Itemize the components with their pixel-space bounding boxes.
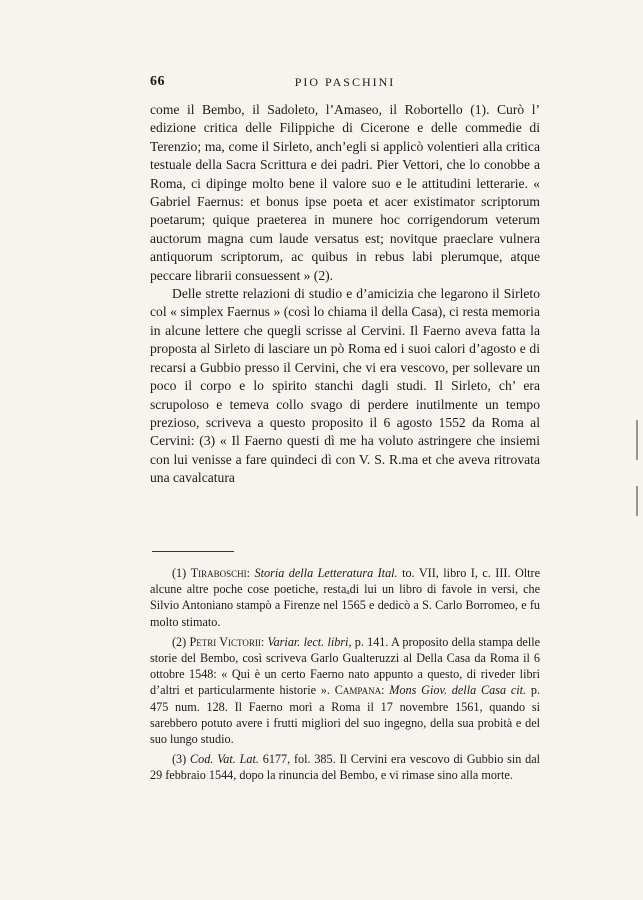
running-head: PIO PASCHINI [294,75,396,89]
footnote-3-marker: (3) [172,752,187,767]
margin-mark-upper [636,420,638,460]
footnote-2-text: , p. 141. A proposito della stampa delle storie del Bembo, così scriveva Garlo Gualteruzzi al Della Casa da Roma il 6 ottobre 1548: « Qui è un certo Faerno nato appunto a questo, di riveder libri d’altri et particularmente historie ». [150,634,540,698]
footnote-3 [150,751,540,783]
footnote-3-text: 6177, fol. 385. Il Cervini era vescovo di Gubbio sin dal 29 febbraio 1544, dopo la rinuncia del Bembo, e vi rimase sino alla morte. [150,752,541,783]
body-paragraph-1: come il Bembo, il Sadoleto, l’Amaseo, il Robortello (1). Curò l’ edizione critica delle Filippiche di Cicerone e delle commedie di Terenzio; ma, come il Sirleto, anch’egli si applicò volentieri alla critica testuale della Sacra Scrittura e dei padri. Pier Vettori, che lo conobbe a Roma, ci dipinge molto bene il valore suo e le attitudini letterarie. « Gabriel Faernus: et bonus ipse poeta et acer existimator scriptorum poetarum; quique praeterea in munere hoc corrigendorum veterum auctorum magna cum laude versatus est; novitque praeclare vulnera antiquorum scriptorum, ac quibus in rebus labi plerumque, atque peccare librarii consuessent » (2). [150,102,540,283]
page-number: 66 [150,74,165,89]
footnote-2 [150,634,540,747]
footnote-3-title: Cod. Vat. Lat. [190,752,259,767]
footnote-1 [150,565,540,630]
footnote-2-author: Petri Victorii: [189,634,265,649]
margin-mark-lower [636,486,638,516]
footnote-1-author: Tiraboschi: [190,566,251,580]
body-paragraph-2: Delle strette relazioni di studio e d’amicizia che legarono il Sirleto col « simplex Faernus » (così lo chiama il della Casa), ci resta memoria in alcune lettere che quegli scrisse al Cervini. Il Faerno aveva fatta la proposta al Sirleto di lasciare un pò Roma ed i suoi calori d’agosto e di recarsi a Gubbio presso il Cervini, che vi era vescovo, per sollevare un poco il corpo e lo spirito stanchi dagli studi. Il Sirleto, ch’ era scrupoloso e temeva collo svago di perdere inutilmente un tempo prezioso, scriveva a questo proposito il 6 agosto 1552 da Roma al Cervini: (3) « Il Faerno questi dì me ha voluto astringere che insiemi con lui venisse a fare quindeci dì con V. S. R.ma et che aveva ritrovata una cavalcatura [150,286,540,486]
page-header [150,74,540,94]
footnote-2-title-2: Mons Giov. della Casa cit. [389,683,527,698]
footnotes [150,565,540,788]
footnote-2-marker: (2) [172,634,187,649]
main-text [150,101,540,488]
footnote-1-marker: (1) [172,566,187,580]
footnote-2-author-2: Campana: [334,683,385,698]
footnote-2-title: Variar. lect. libri [267,634,349,649]
footnote-separator [152,551,234,552]
footnote-1-text: to. VII, libro I, c. III. Oltre alcune altre poche cose poetiche, restaₐdi lui un libro di favole in versi, che Silvio Antoniano stampò a Firenze nel 1565 e dedicò a S. Carlo Borromeo, e fu molto stimato. [150,566,541,629]
footnote-2-text-2: p. 475 num. 128. Il Faerno morì a Roma il 17 novembre 1561, quando si sarebbero potuto avere i frutti migliori del suo ingegno, della sua probità e del suo lungo studio. [150,683,541,747]
footnote-1-title: Storia della Letteratura Ital. [254,566,398,580]
